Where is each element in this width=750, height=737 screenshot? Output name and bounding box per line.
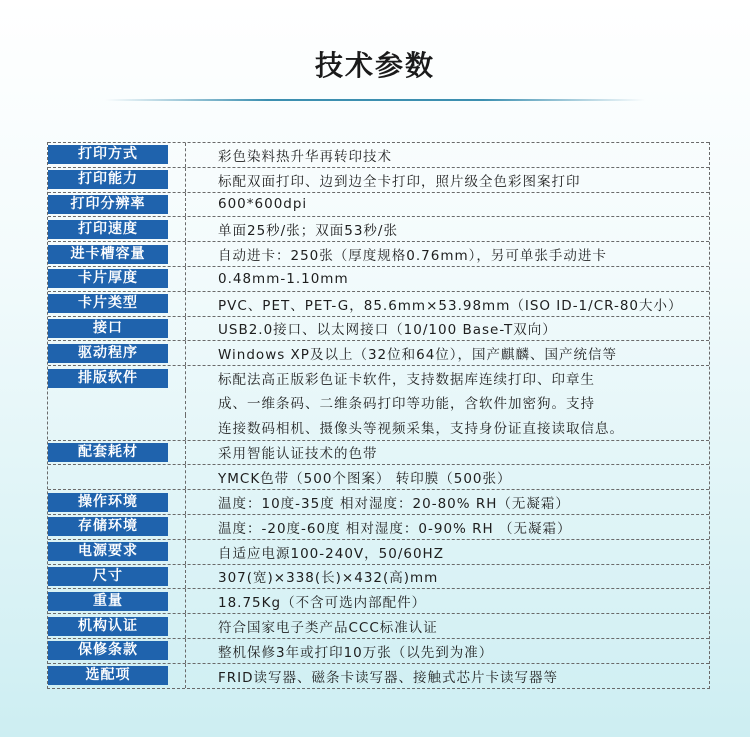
spec-value: 单面25秒/张；双面53秒/张: [218, 223, 398, 240]
spec-label: 进卡槽容量: [48, 245, 168, 264]
table-row: [48, 316, 709, 341]
spec-value: 彩色染料热升华再转印技术: [218, 148, 392, 165]
spec-label: 卡片类型: [48, 294, 168, 313]
label-cell: [48, 217, 186, 241]
spec-label: 选配项: [48, 666, 168, 685]
spec-value: 600*600dpi: [218, 196, 308, 213]
label-cell: [48, 168, 186, 192]
label-cell: [48, 341, 186, 365]
spec-value: 标配双面打印、边到边全卡打印，照片级全色彩图案打印: [218, 173, 581, 190]
label-cell: [48, 143, 186, 167]
table-row: [48, 216, 709, 241]
spec-label: 驱动程序: [48, 344, 168, 363]
spec-label: 重量: [48, 592, 168, 611]
spec-value: 成、一维条码、二维条码打印等功能，含软件加密狗。支持: [218, 396, 595, 413]
table-row: [48, 266, 709, 291]
spec-value: USB2.0接口、以太网接口（10/100 Base-T双向）: [218, 322, 557, 339]
spec-label: 配套耗材: [48, 443, 168, 462]
spec-value: 符合国家电子类产品CCC标准认证: [218, 620, 438, 637]
spec-value: 整机保修3年或打印10万张（以先到为准）: [218, 644, 494, 661]
spec-label: 打印分辨率: [48, 195, 168, 214]
table-row: [48, 192, 709, 217]
spec-label: 尺寸: [48, 567, 168, 586]
label-cell: [48, 565, 186, 589]
spec-label: 排版软件: [48, 369, 168, 388]
label-cell: [48, 267, 186, 291]
label-cell: [48, 490, 186, 514]
spec-value: 温度：10度-35度 相对湿度：20-80% RH（无凝霜）: [218, 496, 570, 513]
table-row: [48, 142, 709, 167]
label-cell: [48, 441, 186, 465]
label-cell: [48, 415, 186, 440]
label-cell: [48, 589, 186, 613]
spec-table: [47, 142, 710, 689]
spec-value: 采用智能认证技术的色带: [218, 446, 378, 463]
table-row: [48, 167, 709, 192]
table-row: [48, 415, 709, 440]
table-row: [48, 588, 709, 613]
spec-value: Windows XP及以上（32位和64位），国产麒麟、国产统信等: [218, 347, 618, 364]
table-row: [48, 440, 709, 465]
table-row: [48, 539, 709, 564]
table-row: [48, 638, 709, 663]
table-row: [48, 390, 709, 415]
table-row: [48, 241, 709, 266]
table-row: [48, 340, 709, 365]
page-title: 技术参数: [314, 49, 435, 82]
table-row: [48, 291, 709, 316]
spec-label: 接口: [48, 319, 168, 338]
table-row: [48, 489, 709, 514]
label-cell: [48, 515, 186, 539]
spec-value: 0.48mm-1.10mm: [218, 270, 349, 287]
label-cell: [48, 614, 186, 638]
label-cell: [48, 390, 186, 415]
table-row: [48, 514, 709, 539]
label-cell: [48, 292, 186, 316]
table-row: [48, 613, 709, 638]
spec-label: 保修条款: [48, 641, 168, 660]
spec-value: PVC、PET、PET-G，85.6mm×53.98mm（ISO ID-1/CR-80大小）: [218, 297, 683, 314]
label-cell: [48, 639, 186, 663]
spec-label: 电源要求: [48, 542, 168, 561]
spec-label: 打印方式: [48, 145, 168, 164]
spec-label: 机构认证: [48, 617, 168, 636]
label-cell: [48, 465, 186, 489]
spec-value: FRID读写器、磁条卡读写器、接触式芯片卡读写器等: [218, 669, 559, 686]
title-divider: [105, 99, 645, 101]
spec-label: 存储环境: [48, 517, 168, 536]
spec-label: 操作环境: [48, 493, 168, 512]
table-row: [48, 564, 709, 589]
spec-label: 打印能力: [48, 170, 168, 189]
spec-value: 自动进卡：250张（厚度规格0.76mm），另可单张手动进卡: [218, 248, 607, 265]
label-cell: [48, 317, 186, 341]
spec-value: YMCK色带（500个图案） 转印膜（500张）: [218, 471, 512, 488]
table-row: [48, 365, 709, 390]
table-row: [48, 464, 709, 489]
spec-value: 标配法高正版彩色证卡软件，支持数据库连续打印、印章生: [218, 372, 595, 389]
label-cell: [48, 540, 186, 564]
table-row: [48, 663, 709, 688]
spec-label: 打印速度: [48, 220, 168, 239]
spec-value: 307(宽)×338(长)×432(高)mm: [218, 570, 439, 587]
spec-value: 连接数码相机、摄像头等视频采集，支持身份证直接读取信息。: [218, 421, 624, 438]
spec-value: 18.75Kg（不含可选内部配件）: [218, 595, 427, 612]
label-cell: [48, 242, 186, 266]
spec-value: 温度：-20度-60度 相对湿度：0-90% RH （无凝霜）: [218, 520, 572, 537]
spec-value: 自适应电源100-240V，50/60HZ: [218, 545, 444, 562]
label-cell: [48, 193, 186, 217]
label-cell: [48, 366, 186, 390]
spec-label: 卡片厚度: [48, 269, 168, 288]
label-cell: [48, 664, 186, 688]
